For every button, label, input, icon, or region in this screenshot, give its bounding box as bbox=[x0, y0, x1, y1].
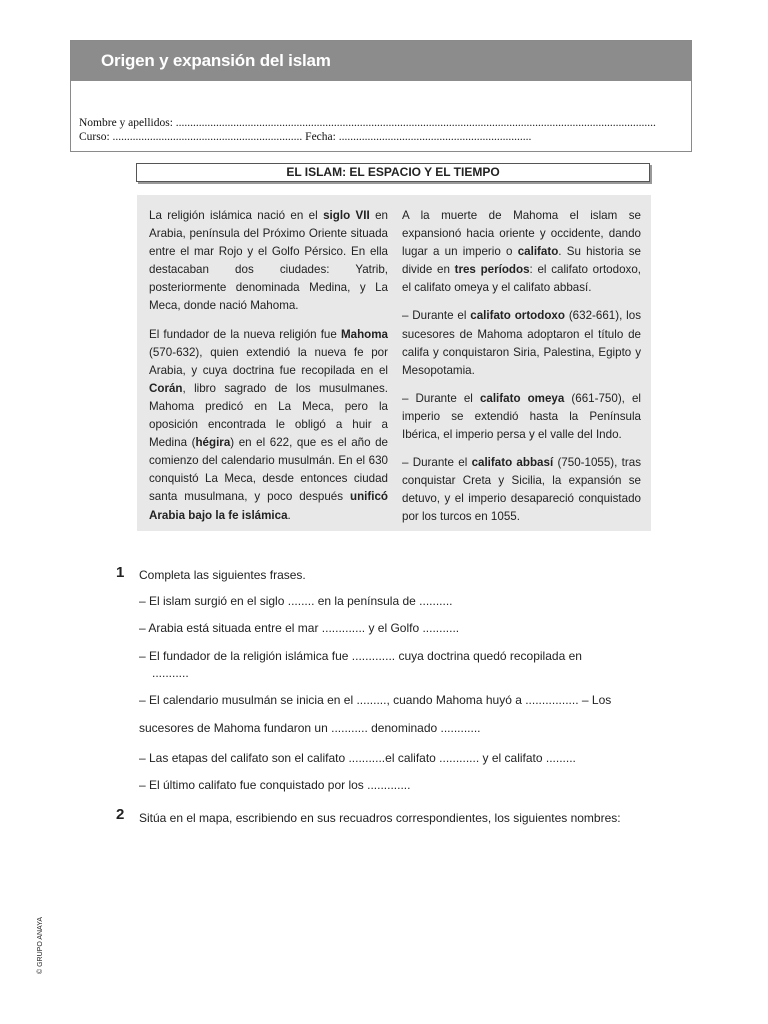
text-run: , libro sagrado de los musulmanes. Mahoma predicó en La Meca, pero la oposición encontrada le obligó a huir a Medina ( bbox=[149, 381, 388, 450]
bold-term: califato omeya bbox=[479, 391, 565, 405]
info-paragraph bbox=[149, 326, 388, 525]
text-run: : el califato ortodoxo, el califato omeya y el califato abbasí. bbox=[402, 263, 641, 295]
q1-line: – Las etapas del califato son el califato ...........el califato ............ y el califato ......... bbox=[139, 751, 576, 765]
q1-line: ........... bbox=[152, 666, 189, 680]
q1-line: – El calendario musulmán se inicia en el ........., cuando Mahoma huyó a ................ – Los bbox=[139, 693, 612, 707]
text-run: – Durante el bbox=[402, 456, 472, 470]
q1-line: – El último califato fue conquistado por los ............. bbox=[139, 778, 411, 792]
text-run: (632-661), los sucesores de Mahoma adoptaron el título de califa y conquistaron Siria, Palestina, Egipto y Mesopotamia. bbox=[402, 309, 641, 377]
text-run: – Durante el bbox=[402, 391, 480, 405]
question-2 bbox=[116, 806, 642, 827]
text-run: . Su historia se divide en bbox=[402, 245, 641, 277]
student-fields bbox=[79, 116, 685, 144]
info-paragraph bbox=[149, 207, 388, 316]
bold-term: califato abbasí bbox=[471, 456, 554, 470]
info-column-right bbox=[402, 207, 641, 531]
text-run: La religión islámica nació en el bbox=[149, 209, 324, 222]
info-box bbox=[137, 195, 651, 531]
text-run: (750-1055), tras conquistar Creta y Sicilia, la expansión se detuvo, y el imperio desapareció conquistado por los turcos en 1055. bbox=[402, 456, 641, 524]
question-prompt: Completa las siguientes frases. bbox=[139, 568, 306, 582]
page-title: Origen y expansión del islam bbox=[101, 51, 331, 70]
question-prompt: Sitúa en el mapa, escribiendo en sus recuadros correspondientes, los siguientes nombres: bbox=[139, 811, 621, 825]
info-paragraph bbox=[402, 454, 641, 526]
q1-line: – El islam surgió en el siglo ........ en la península de .......... bbox=[139, 594, 453, 608]
text-run: – Durante el bbox=[402, 309, 471, 323]
bold-term: califato bbox=[517, 245, 559, 259]
text-run: ) en el 622, que es el año de comienzo del calendario musulmán. En el 630 conquistó La Meca, desde entonces ciudad santa musulmana, y poco después bbox=[149, 436, 389, 504]
bold-term: Mahoma bbox=[340, 327, 388, 341]
name-field-line: Nombre y apellidos: ....................................................................................................................................................................... bbox=[79, 117, 656, 129]
text-run: El fundador de la nueva religión fue bbox=[149, 327, 341, 341]
bold-term: tres períodos bbox=[454, 263, 530, 277]
bold-term: Corán bbox=[149, 381, 183, 395]
q1-line: – El fundador de la religión islámica fue ............. cuya doctrina quedó recopilada en bbox=[139, 649, 582, 663]
q1-line: – Arabia está situada entre el mar ............. y el Golfo ........... bbox=[139, 621, 460, 635]
text-run: . bbox=[287, 508, 291, 522]
text-run: (661-750), el imperio se extendió hasta la Península Ibérica, el imperio persa y el valle del Indo. bbox=[402, 391, 641, 442]
text-run: A la muerte de Mahoma el islam se expansionó hacia oriente y occidente, dando lugar a un imperio o bbox=[402, 209, 641, 259]
question-number: 2 bbox=[116, 806, 125, 823]
worksheet-header bbox=[70, 40, 692, 152]
bold-term: hégira bbox=[195, 436, 231, 450]
info-column-left bbox=[149, 207, 388, 531]
q1-line: sucesores de Mahoma fundaron un ........... denominado ............ bbox=[139, 721, 481, 735]
text-run: en Arabia, península del Próximo Oriente situada entre el mar Rojo y el Golfo Pérsico. En ella destacaban dos ciudades: Yatrib, posteriormente denominada Medina, y La Meca, donde nació Mahoma. bbox=[149, 209, 388, 313]
course-date-field-line: Curso: .................................................................. Fecha: ................................................................... bbox=[79, 131, 532, 143]
bold-term: califato ortodoxo bbox=[470, 309, 565, 323]
info-paragraph bbox=[402, 207, 641, 297]
text-run: (570-632), quien extendió la nueva fe por Arabia, y cuya doctrina fue recopilada en el bbox=[149, 345, 388, 377]
copyright-credit: © GRUPO ANAYA bbox=[37, 916, 44, 974]
info-paragraph bbox=[402, 307, 641, 379]
bold-term: siglo VII bbox=[323, 209, 370, 222]
question-number: 1 bbox=[116, 564, 125, 581]
info-paragraph bbox=[402, 390, 641, 444]
title-bar bbox=[71, 41, 691, 81]
question-1 bbox=[116, 564, 646, 582]
section-title: EL ISLAM: EL ESPACIO Y EL TIEMPO bbox=[136, 163, 650, 182]
bold-term: unificó Arabia bajo la fe islámica bbox=[149, 490, 388, 522]
